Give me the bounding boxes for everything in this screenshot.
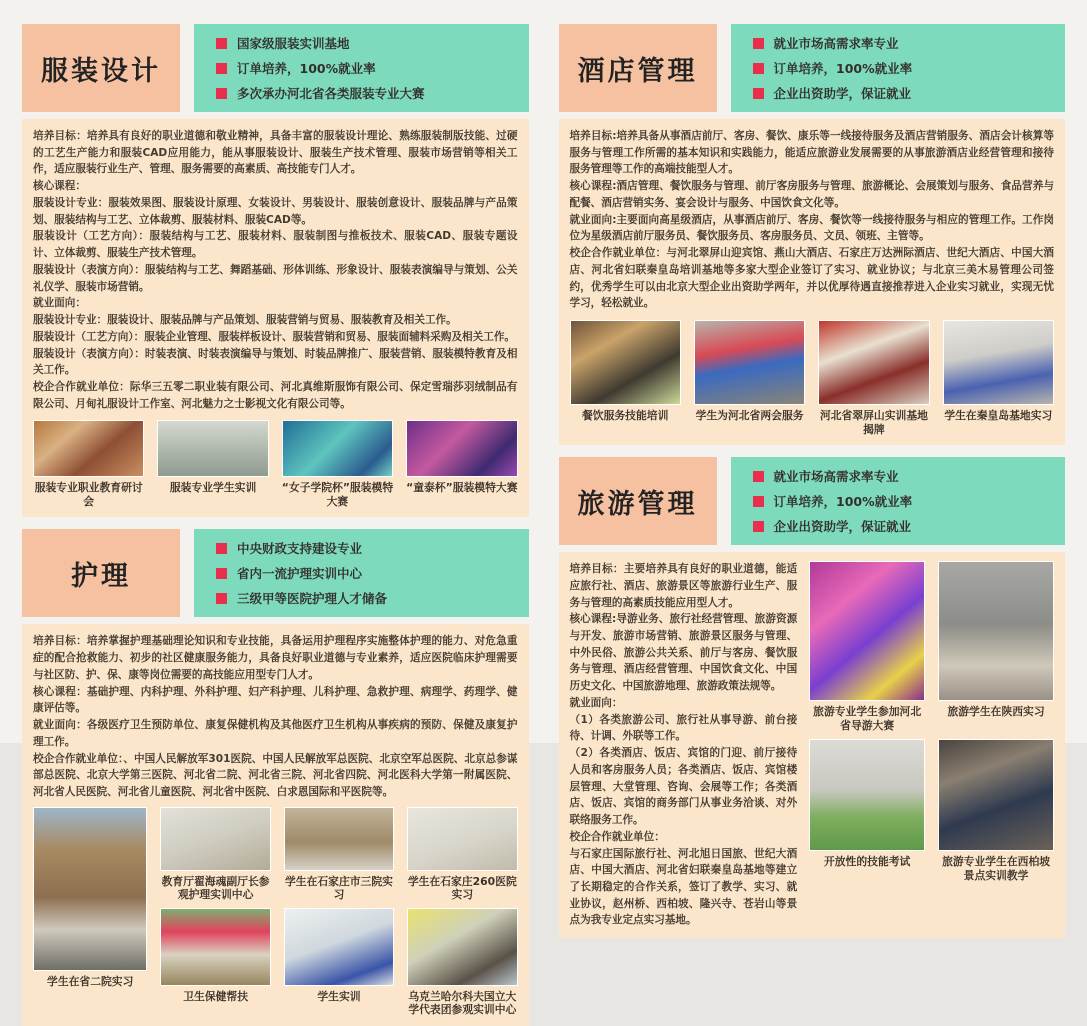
tourism-body-panel <box>559 552 1066 938</box>
photo-cell <box>694 320 805 436</box>
photo-caption: 开放性的技能考试 <box>823 855 911 869</box>
bullet-square-icon <box>216 543 227 554</box>
tourism-title: 旅游管理 <box>559 457 717 545</box>
tourism-header <box>559 457 1066 545</box>
photo-cell <box>282 420 393 508</box>
paragraph: 校企合作就业单位：、中国人民解放军301医院、中国人民解放军总医院、北京空军总医院、北京总参谋部总医院、北京大学第三医院、河北省二院、河北省三院、河北省四院、河北医科大学第一附属医院、河北省人民医院、河北省儿童医院、河北省中医院、白求恩国际和平医院等。 <box>33 752 518 799</box>
paragraph: 服装设计（表演方向）：时装表演、时装表演编导与策划、时装品牌推广、服装营销、服装模特教育及相关工作。 <box>33 347 518 377</box>
fashion-photo-row <box>33 420 518 508</box>
photo-nursing-health-aid <box>160 908 270 986</box>
photo-tourism-guide-contest <box>809 561 925 701</box>
bullet-square-icon <box>216 38 227 49</box>
photo-fashion-seminar <box>33 420 144 477</box>
section-hotel-management <box>559 24 1066 445</box>
photo-hotel-catering-training <box>570 320 681 405</box>
photo-cell <box>938 561 1054 732</box>
highlight-text: 就业市场高需求率专业 <box>773 469 899 485</box>
nursing-photo-rows <box>160 807 517 1017</box>
paragraph: （1）各类旅游公司、旅行社从事导游、前台接待、计调、外联等工作。 <box>569 713 798 743</box>
nursing-photo-grid <box>33 807 518 1017</box>
spacer <box>22 517 529 529</box>
highlight-text: 中央财政支持建设专业 <box>237 541 363 557</box>
highlight-item <box>753 34 1054 52</box>
photo-cell <box>943 320 1054 436</box>
highlight-item <box>216 539 517 557</box>
hotel-photo-row <box>570 320 1055 436</box>
bullet-square-icon <box>753 471 764 482</box>
photo-cell <box>809 739 925 882</box>
bullet-square-icon <box>216 593 227 604</box>
bullet-square-icon <box>216 63 227 74</box>
photo-tourism-xibaipo <box>938 739 1054 851</box>
highlight-item <box>216 34 517 52</box>
bullet-square-icon <box>753 63 764 74</box>
paragraph: 服装设计专业：服装设计、服装品牌与产品策划、服装营销与贸易、服装教育及相关工作。 <box>33 314 457 327</box>
photo-caption: 餐饮服务技能培训 <box>582 409 669 423</box>
paragraph: 核心课程:酒店管理、餐饮服务与管理、前厅客房服务与管理、旅游概论、会展策划与服务、食品营养与配餐、酒店营销实务、宴会设计与服务、中国饮食文化等。 <box>569 180 1054 209</box>
photo-nursing-hospital-260 <box>407 807 517 871</box>
photo-nursing-official-visit <box>160 807 270 871</box>
paragraph: 核心课程：基础护理、内科护理、外科护理、妇产科护理、儿科护理、急救护理、病理学、药理学、健康评估等。 <box>33 685 518 715</box>
paragraph: 培养目标：主要培养具有良好的职业道德，能适应旅行社、酒店、旅游景区等旅游行业生产、服务与管理的高素质技能应用型人才。 <box>569 563 798 609</box>
paragraph: 就业面向：各级医疗卫生预防单位、康复保健机构及其他医疗卫生机构从事疾病的预防、保健及康复护理工作。 <box>33 719 518 748</box>
highlight-text: 国家级服装实训基地 <box>237 36 350 51</box>
fashion-body-panel <box>22 119 529 517</box>
hotel-title: 酒店管理 <box>559 24 717 112</box>
page-right <box>559 24 1066 927</box>
paragraph: 培养目标：培养掌握护理基础理论知识和专业技能，具备运用护理程序实施整体护理的能力、对危急重症的配合抢救能力、初步的社区健康服务能力，具备良好职业道德与专业素养，适应医院临床护理需要与社区防、护、保、康等岗位需要的高技能应用型专门人才。 <box>33 635 518 681</box>
tourism-photo-row-1 <box>809 561 1054 732</box>
photo-caption: 卫生保健帮扶 <box>183 989 248 1003</box>
hotel-body-panel <box>559 119 1066 445</box>
fashion-header <box>22 24 529 112</box>
photo-cell <box>570 320 681 436</box>
paragraph: 服装设计（工艺方向）：服装企业管理、服装样板设计、服装营销和贸易、服装面辅料采购及相关工作。 <box>33 330 516 343</box>
photo-caption: 旅游学生在陕西实习 <box>947 705 1045 719</box>
nursing-body-panel <box>22 624 529 1025</box>
section-tourism-management <box>559 457 1066 938</box>
bullet-square-icon <box>753 88 764 99</box>
highlight-item <box>753 517 1054 535</box>
bullet-square-icon <box>753 496 764 507</box>
highlight-item <box>753 492 1054 510</box>
photo-hotel-base-unveiling <box>818 320 929 405</box>
photo-cell <box>33 420 144 508</box>
highlight-text: 订单培养，100%就业率 <box>773 61 913 76</box>
bullet-square-icon <box>216 568 227 579</box>
photo-cell <box>284 807 394 902</box>
highlight-text: 就业市场高需求率专业 <box>773 36 899 51</box>
tourism-photo-grid <box>809 561 1054 929</box>
highlight-text: 企业出资助学，保证就业 <box>773 86 912 101</box>
photo-caption: 服装专业职业教育研讨会 <box>34 481 143 508</box>
photo-caption: 学生在石家庄市三院实习 <box>284 874 393 902</box>
photo-cell <box>407 908 517 1017</box>
photo-fashion-contest-1 <box>282 420 393 477</box>
fashion-title: 服装设计 <box>22 24 180 112</box>
fashion-highlights <box>194 24 529 112</box>
photo-cell <box>160 807 270 902</box>
photo-caption: 学生在省二院实习 <box>47 974 134 988</box>
photo-caption: 教育厅翟海魂副厅长参观护理实训中心 <box>161 874 270 902</box>
paragraph: 就业面向： <box>33 297 86 310</box>
hotel-highlights <box>731 24 1066 112</box>
paragraph: 培养目标:培养具备从事酒店前厅、客房、餐饮、康乐等一线接待服务及酒店营销服务、酒店会计核算等服务与管理工作所需的基本知识和实践能力，能适应旅游业发展需要的从事旅游酒店业经营管理和接待服务管理等工作的高端技能型人才。 <box>569 130 1054 176</box>
photo-cell <box>406 420 517 508</box>
photo-cell <box>157 420 268 508</box>
photo-fashion-contest-2 <box>406 420 517 477</box>
nursing-title: 护理 <box>22 529 180 617</box>
section-fashion-design <box>22 24 529 517</box>
photo-nursing-training <box>284 908 394 986</box>
nursing-highlights <box>194 529 529 617</box>
tourism-highlights <box>731 457 1066 545</box>
photo-nursing-delegation <box>407 908 517 986</box>
photo-caption: 学生在秦皇岛基地实习 <box>944 409 1053 423</box>
bullet-square-icon <box>753 521 764 532</box>
tourism-text-column <box>570 561 798 929</box>
photo-caption: “童泰杯”服装模特大赛 <box>406 481 518 495</box>
highlight-text: 三级甲等医院护理人才储备 <box>237 591 388 607</box>
tourism-split <box>570 561 1055 929</box>
highlight-text: 省内一流护理实训中心 <box>237 566 363 582</box>
photo-cell <box>938 739 1054 882</box>
photo-nursing-hospital-3 <box>284 807 394 871</box>
photo-caption: 旅游专业学生在西柏坡景点实训教学 <box>942 855 1051 882</box>
paragraph: （2）各类酒店、饭店、宾馆的门迎、前厅接待人员和客房服务人员；各类酒店、饭店、宾馆楼层管理、大堂管理、咨询、会展等工作；各类酒店、饭店、宾馆的商务部门从事业务洽谈、对外联络服务工作。 <box>569 747 798 827</box>
highlight-text: 多次承办河北省各类服装专业大赛 <box>237 86 425 101</box>
tourism-photo-row-2 <box>809 739 1054 882</box>
paragraph: 就业面向： <box>569 696 623 709</box>
nursing-photo-row-2 <box>160 908 517 1017</box>
photo-nursing-hospital-2 <box>33 807 147 971</box>
highlight-item <box>753 467 1054 485</box>
paragraph: 服装设计专业：服装效果图、服装设计原理、女装设计、男装设计、服装创意设计、服装品牌与产品策划、服装结构与工艺、立体裁剪、服装材料、服装CAD等。 <box>33 196 518 226</box>
photo-caption: 旅游专业学生参加河北省导游大赛 <box>813 705 922 732</box>
paragraph: 服装设计（工艺方向）：服装结构与工艺、服装材料、服装制图与推板技术、服装CAD、服装专题设计、立体裁剪、服装生产技术管理。 <box>33 230 518 260</box>
hotel-header <box>559 24 1066 112</box>
highlight-text: 订单培养，100%就业率 <box>237 61 376 76</box>
photo-hotel-lianghui-service <box>694 320 805 405</box>
highlight-item <box>753 84 1054 102</box>
bullet-square-icon <box>216 88 227 99</box>
photo-caption: 乌克兰哈尔科夫国立大学代表团参观实训中心 <box>408 989 517 1017</box>
photo-hotel-qinhuangdao <box>943 320 1054 405</box>
photo-caption: 学生为河北省两会服务 <box>695 409 804 423</box>
highlight-item <box>216 564 517 582</box>
photo-caption: 学生在石家庄260医院实习 <box>407 874 517 902</box>
highlight-item <box>753 59 1054 77</box>
photo-caption: 学生实训 <box>317 989 361 1003</box>
photo-caption: “女子学院杯”服装模特大赛 <box>281 481 394 508</box>
paragraph: 培养目标：培养具有良好的职业道德和敬业精神，具备丰富的服装设计理论、熟练服装制版技能、过硬的工艺生产能力和服装CAD应用能力，能从事服装设计、服装生产技术管理、服装市场营销等相关工作，适应服装行业生产、管理、服务需要的高素质、高技能专门人才。 <box>33 130 518 176</box>
photo-cell <box>284 908 394 1017</box>
paragraph: 校企合作就业单位：际华三五零二职业装有限公司、河北真维斯服饰有限公司、保定雪瑞莎羽绒制品有限公司、月甸礼服设计工作室、河北魅力之士影视文化有限公司等。 <box>33 381 518 410</box>
nursing-photo-row-1 <box>160 807 517 902</box>
photo-cell <box>33 807 147 1017</box>
paragraph: 核心课程： <box>33 180 86 193</box>
highlight-text: 订单培养，100%就业率 <box>773 494 913 510</box>
highlight-item <box>216 59 517 77</box>
nursing-header <box>22 529 529 617</box>
photo-caption: 服装专业学生实训 <box>169 481 257 495</box>
paragraph: 校企合作就业单位： <box>569 830 665 843</box>
highlight-text: 企业出资助学，保证就业 <box>773 519 912 535</box>
photo-caption: 河北省翠屏山实训基地揭牌 <box>819 409 928 436</box>
paragraph: 校企合作就业单位：与河北翠屏山迎宾馆、燕山大酒店、石家庄万达洲际酒店、世纪大酒店、中国大酒店、河北省妇联秦皇岛培训基地等多家大型企业签订了实习、就业协议；与北京三美木易管理公司签约，优秀学生可以由北京大型企业出资助学两年，并以优厚待遇直接推荐进入企业实习就业，实现无忧学习，轻松就业。 <box>569 247 1054 310</box>
photo-cell <box>818 320 929 436</box>
paragraph: 就业面向:主要面向高星级酒店，从事酒店前厅、客房、餐饮等一线接待服务与相应的管理工作。工作岗位为星级酒店前厅服务员、餐饮服务员、客房服务员、文员、领班、主管等。 <box>569 213 1054 243</box>
photo-cell <box>160 908 270 1017</box>
photo-tourism-shaanxi <box>938 561 1054 701</box>
bullet-square-icon <box>753 38 764 49</box>
section-nursing <box>22 529 529 1025</box>
highlight-item <box>216 84 517 102</box>
photo-cell <box>809 561 925 732</box>
spacer <box>559 445 1066 457</box>
highlight-item <box>216 589 517 607</box>
paragraph: 核心课程:导游业务、旅行社经营管理、旅游资源与开发、旅游市场营销、旅游景区服务与管理、中外民俗、旅游公共关系、前厅与客房、餐饮服务与管理、酒店经营管理、中国饮食文化、中国历史文化、中国旅游地理、旅游政策法规等。 <box>569 613 798 693</box>
photo-fashion-training <box>157 420 268 477</box>
paragraph: 服装设计（表演方向）：服装结构与工艺、舞蹈基础、形体训练、形象设计、服装表演编导与策划、公关礼仪学、服装市场营销。 <box>33 263 518 293</box>
page-left <box>22 24 529 1017</box>
photo-cell <box>407 807 517 902</box>
paragraph: 与石家庄国际旅行社、河北旭日国旅、世纪大酒店、中国大酒店、河北省妇联秦皇岛基地等建立了长期稳定的合作关系，签订了教学、实习、就业协议，赵州桥、西柏坡、隆兴寺、苍岩山等景点为我专业定点实习基地。 <box>569 847 798 927</box>
photo-tourism-skill-exam <box>809 739 925 851</box>
